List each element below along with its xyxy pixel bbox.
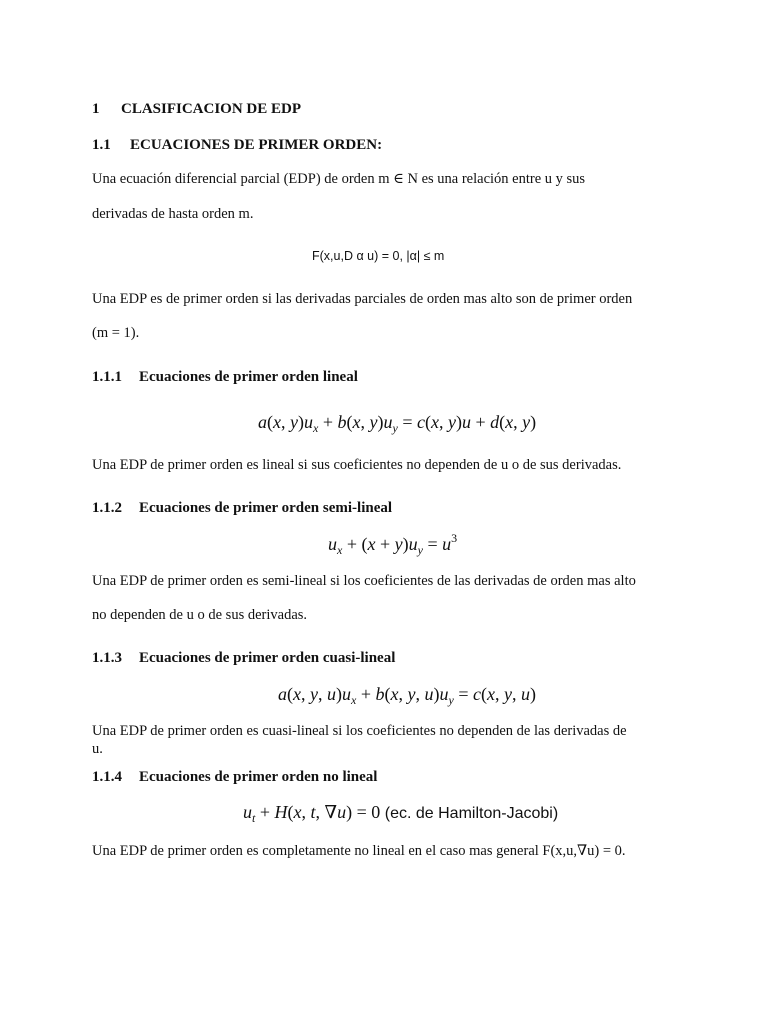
subsection-heading-1-1-1: 1.1.1 Ecuaciones de primer orden lineal <box>92 369 358 385</box>
hamilton-jacobi-note: (ec. de Hamilton-Jacobi) <box>384 805 559 822</box>
section-heading-1-1: 1.1 ECUACIONES DE PRIMER ORDEN: <box>92 137 383 153</box>
nonlinear-description: Una EDP de primer orden es completamente no lineal en el caso mas general F(x,u,∇u) = 0. <box>92 843 626 859</box>
subsection-heading-1-1-3: 1.1.3 Ecuaciones de primer orden cuasi-lineal <box>92 650 396 666</box>
semilinear-equation: $u_x + (x + y)u_y = u^3$ <box>328 531 458 557</box>
quasilinear-equation: a(x, y, $u)u_x + b(x$, y, $u)u_y = c(x$, y, u) <box>278 684 536 707</box>
subsection-heading-1-1-4: 1.1.4 Ecuaciones de primer orden no lineal <box>92 769 378 785</box>
subsection-heading-1-1-2: 1.1.2 Ecuaciones de primer orden semi-lineal <box>92 500 393 516</box>
quasilinear-description-line-2: u. <box>92 741 103 757</box>
nonlinear-equation: $u_t + H(x$, t, ∇u) = 0 (ec. de Hamilton-Jacobi) <box>243 802 559 825</box>
semilinear-description-line-1: Una EDP de primer orden es semi-lineal si los coeficientes de las derivadas de orden mas alto <box>92 573 636 589</box>
linear-description: Una EDP de primer orden es lineal si sus coeficientes no dependen de u o de sus derivadas. <box>92 457 622 473</box>
intro-line-1: Una ecuación diferencial parcial (EDP) de orden m ∈ N es una relación entre u y sus <box>92 171 586 187</box>
intro-line-2: derivadas de hasta orden m. <box>92 206 254 222</box>
general-equation: F(x,u,D α u) = 0, |α| ≤ m <box>312 249 445 263</box>
quasilinear-description-line-1: Una EDP de primer orden es cuasi-lineal si los coeficientes no dependen de las derivadas de <box>92 723 627 739</box>
first-order-definition-line-2: (m = 1). <box>92 325 140 341</box>
section-heading-1: 1 CLASIFICACION DE EDP <box>92 101 302 117</box>
first-order-definition-line-1: Una EDP es de primer orden si las derivadas parciales de orden mas alto son de primer orden <box>92 291 633 307</box>
semilinear-description-line-2: no dependen de u o de sus derivadas. <box>92 607 308 623</box>
linear-equation: a(x, $y)u_x + b(x$, $y)u_y = c(x$, y)u + d(x, y) <box>258 412 537 435</box>
